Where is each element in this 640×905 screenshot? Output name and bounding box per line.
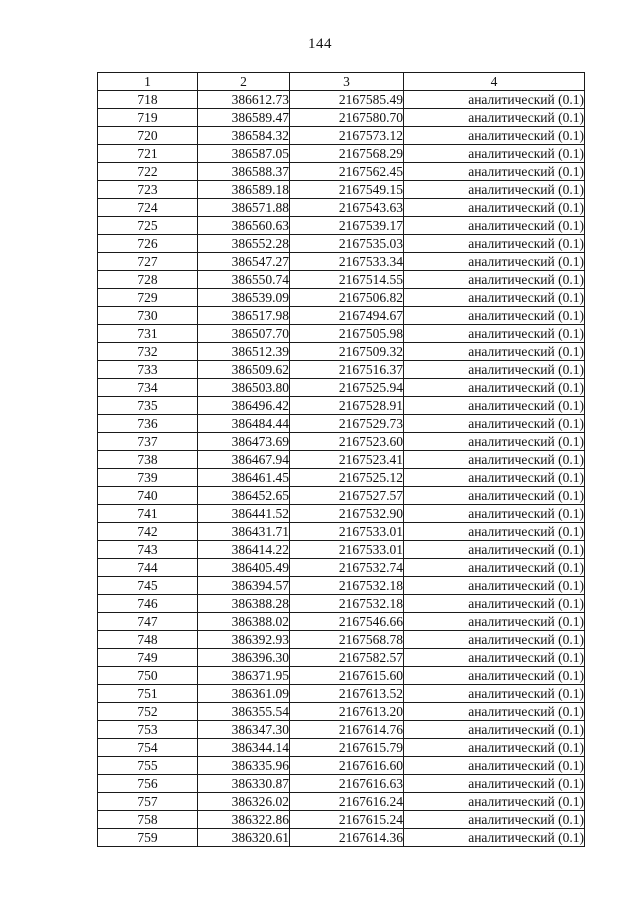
cell-coordinate-y: 2167585.49 — [290, 91, 404, 109]
cell-coordinate-x: 386347.30 — [198, 721, 290, 739]
table-row — [98, 397, 585, 415]
cell-method: аналитический (0.1) — [404, 739, 585, 757]
table-row — [98, 667, 585, 685]
cell-method: аналитический (0.1) — [404, 811, 585, 829]
table-row — [98, 343, 585, 361]
cell-coordinate-y: 2167568.29 — [290, 145, 404, 163]
cell-coordinate-y: 2167616.24 — [290, 793, 404, 811]
table-row — [98, 631, 585, 649]
cell-point-number: 754 — [98, 739, 198, 757]
cell-method: аналитический (0.1) — [404, 325, 585, 343]
cell-method: аналитический (0.1) — [404, 109, 585, 127]
table-row — [98, 379, 585, 397]
cell-coordinate-x: 386467.94 — [198, 451, 290, 469]
cell-coordinate-x: 386588.37 — [198, 163, 290, 181]
header-point-number: 1 — [98, 73, 198, 91]
cell-coordinate-x: 386587.05 — [198, 145, 290, 163]
table-row — [98, 685, 585, 703]
cell-method: аналитический (0.1) — [404, 307, 585, 325]
cell-point-number: 743 — [98, 541, 198, 559]
cell-point-number: 732 — [98, 343, 198, 361]
cell-coordinate-x: 386405.49 — [198, 559, 290, 577]
cell-point-number: 724 — [98, 199, 198, 217]
cell-coordinate-y: 2167505.98 — [290, 325, 404, 343]
cell-coordinate-y: 2167533.34 — [290, 253, 404, 271]
cell-method: аналитический (0.1) — [404, 271, 585, 289]
cell-point-number: 748 — [98, 631, 198, 649]
cell-point-number: 731 — [98, 325, 198, 343]
table-row — [98, 721, 585, 739]
cell-method: аналитический (0.1) — [404, 343, 585, 361]
cell-coordinate-y: 2167527.57 — [290, 487, 404, 505]
table-row — [98, 181, 585, 199]
cell-coordinate-x: 386392.93 — [198, 631, 290, 649]
table-row — [98, 505, 585, 523]
cell-point-number: 720 — [98, 127, 198, 145]
cell-coordinate-y: 2167562.45 — [290, 163, 404, 181]
table-row — [98, 361, 585, 379]
cell-point-number: 721 — [98, 145, 198, 163]
cell-point-number: 755 — [98, 757, 198, 775]
cell-method: аналитический (0.1) — [404, 649, 585, 667]
coordinates-table — [97, 72, 585, 847]
cell-method: аналитический (0.1) — [404, 469, 585, 487]
cell-method: аналитический (0.1) — [404, 793, 585, 811]
cell-point-number: 745 — [98, 577, 198, 595]
cell-coordinate-y: 2167514.55 — [290, 271, 404, 289]
cell-coordinate-x: 386509.62 — [198, 361, 290, 379]
table-row — [98, 649, 585, 667]
cell-method: аналитический (0.1) — [404, 145, 585, 163]
table-row — [98, 415, 585, 433]
cell-coordinate-x: 386473.69 — [198, 433, 290, 451]
cell-method: аналитический (0.1) — [404, 451, 585, 469]
cell-coordinate-x: 386371.95 — [198, 667, 290, 685]
cell-coordinate-x: 386512.39 — [198, 343, 290, 361]
cell-method: аналитический (0.1) — [404, 505, 585, 523]
cell-point-number: 740 — [98, 487, 198, 505]
cell-point-number: 723 — [98, 181, 198, 199]
cell-method: аналитический (0.1) — [404, 595, 585, 613]
cell-coordinate-y: 2167614.36 — [290, 829, 404, 847]
cell-point-number: 735 — [98, 397, 198, 415]
cell-point-number: 726 — [98, 235, 198, 253]
cell-coordinate-y: 2167614.76 — [290, 721, 404, 739]
cell-coordinate-y: 2167523.60 — [290, 433, 404, 451]
cell-point-number: 744 — [98, 559, 198, 577]
cell-method: аналитический (0.1) — [404, 433, 585, 451]
cell-coordinate-y: 2167528.91 — [290, 397, 404, 415]
cell-coordinate-x: 386452.65 — [198, 487, 290, 505]
table-row — [98, 541, 585, 559]
cell-method: аналитический (0.1) — [404, 415, 585, 433]
cell-coordinate-y: 2167543.63 — [290, 199, 404, 217]
cell-coordinate-y: 2167525.12 — [290, 469, 404, 487]
table-header-row — [98, 73, 585, 91]
cell-coordinate-y: 2167532.18 — [290, 577, 404, 595]
cell-method: аналитический (0.1) — [404, 127, 585, 145]
cell-coordinate-x: 386355.54 — [198, 703, 290, 721]
cell-coordinate-x: 386496.42 — [198, 397, 290, 415]
cell-point-number: 734 — [98, 379, 198, 397]
cell-coordinate-x: 386589.47 — [198, 109, 290, 127]
cell-point-number: 728 — [98, 271, 198, 289]
table-row — [98, 433, 585, 451]
cell-point-number: 739 — [98, 469, 198, 487]
cell-point-number: 752 — [98, 703, 198, 721]
table-body — [98, 91, 585, 847]
table-row — [98, 253, 585, 271]
cell-coordinate-x: 386503.80 — [198, 379, 290, 397]
cell-coordinate-x: 386326.02 — [198, 793, 290, 811]
header-coordinate-y: 3 — [290, 73, 404, 91]
cell-method: аналитический (0.1) — [404, 181, 585, 199]
cell-coordinate-y: 2167533.01 — [290, 523, 404, 541]
cell-coordinate-y: 2167613.20 — [290, 703, 404, 721]
cell-coordinate-x: 386344.14 — [198, 739, 290, 757]
table-row — [98, 523, 585, 541]
cell-point-number: 736 — [98, 415, 198, 433]
table-row — [98, 757, 585, 775]
table-row — [98, 109, 585, 127]
cell-point-number: 730 — [98, 307, 198, 325]
cell-coordinate-y: 2167615.24 — [290, 811, 404, 829]
cell-coordinate-x: 386550.74 — [198, 271, 290, 289]
cell-method: аналитический (0.1) — [404, 253, 585, 271]
cell-coordinate-x: 386539.09 — [198, 289, 290, 307]
cell-coordinate-x: 386394.57 — [198, 577, 290, 595]
cell-point-number: 753 — [98, 721, 198, 739]
table-row — [98, 145, 585, 163]
table-row — [98, 577, 585, 595]
cell-point-number: 756 — [98, 775, 198, 793]
cell-point-number: 738 — [98, 451, 198, 469]
table-row — [98, 235, 585, 253]
cell-coordinate-x: 386431.71 — [198, 523, 290, 541]
cell-coordinate-x: 386552.28 — [198, 235, 290, 253]
cell-coordinate-y: 2167539.17 — [290, 217, 404, 235]
cell-point-number: 759 — [98, 829, 198, 847]
table-row — [98, 775, 585, 793]
cell-coordinate-x: 386584.32 — [198, 127, 290, 145]
cell-coordinate-x: 386484.44 — [198, 415, 290, 433]
cell-coordinate-x: 386396.30 — [198, 649, 290, 667]
cell-point-number: 747 — [98, 613, 198, 631]
cell-coordinate-y: 2167549.15 — [290, 181, 404, 199]
cell-method: аналитический (0.1) — [404, 379, 585, 397]
cell-method: аналитический (0.1) — [404, 667, 585, 685]
cell-method: аналитический (0.1) — [404, 829, 585, 847]
cell-method: аналитический (0.1) — [404, 541, 585, 559]
cell-point-number: 727 — [98, 253, 198, 271]
table-row — [98, 595, 585, 613]
cell-method: аналитический (0.1) — [404, 217, 585, 235]
cell-point-number: 741 — [98, 505, 198, 523]
cell-coordinate-x: 386330.87 — [198, 775, 290, 793]
table-row — [98, 307, 585, 325]
cell-point-number: 742 — [98, 523, 198, 541]
table-row — [98, 811, 585, 829]
cell-coordinate-x: 386507.70 — [198, 325, 290, 343]
cell-method: аналитический (0.1) — [404, 199, 585, 217]
cell-method: аналитический (0.1) — [404, 289, 585, 307]
cell-coordinate-x: 386571.88 — [198, 199, 290, 217]
cell-method: аналитический (0.1) — [404, 721, 585, 739]
cell-coordinate-y: 2167533.01 — [290, 541, 404, 559]
table-row — [98, 271, 585, 289]
cell-method: аналитический (0.1) — [404, 91, 585, 109]
cell-coordinate-x: 386335.96 — [198, 757, 290, 775]
cell-point-number: 758 — [98, 811, 198, 829]
table-row — [98, 613, 585, 631]
cell-coordinate-y: 2167616.60 — [290, 757, 404, 775]
cell-point-number: 725 — [98, 217, 198, 235]
cell-point-number: 733 — [98, 361, 198, 379]
cell-coordinate-y: 2167568.78 — [290, 631, 404, 649]
cell-point-number: 750 — [98, 667, 198, 685]
cell-method: аналитический (0.1) — [404, 757, 585, 775]
cell-method: аналитический (0.1) — [404, 577, 585, 595]
cell-coordinate-y: 2167573.12 — [290, 127, 404, 145]
cell-coordinate-y: 2167615.79 — [290, 739, 404, 757]
cell-point-number: 746 — [98, 595, 198, 613]
table-row — [98, 127, 585, 145]
cell-coordinate-x: 386388.28 — [198, 595, 290, 613]
cell-coordinate-y: 2167616.63 — [290, 775, 404, 793]
cell-coordinate-y: 2167613.52 — [290, 685, 404, 703]
cell-method: аналитический (0.1) — [404, 613, 585, 631]
cell-point-number: 757 — [98, 793, 198, 811]
cell-point-number: 718 — [98, 91, 198, 109]
cell-coordinate-y: 2167532.18 — [290, 595, 404, 613]
table-row — [98, 289, 585, 307]
cell-coordinate-x: 386589.18 — [198, 181, 290, 199]
cell-coordinate-y: 2167532.90 — [290, 505, 404, 523]
cell-coordinate-x: 386461.45 — [198, 469, 290, 487]
cell-method: аналитический (0.1) — [404, 487, 585, 505]
cell-coordinate-y: 2167532.74 — [290, 559, 404, 577]
cell-method: аналитический (0.1) — [404, 235, 585, 253]
table-row — [98, 91, 585, 109]
table-row — [98, 559, 585, 577]
cell-coordinate-y: 2167525.94 — [290, 379, 404, 397]
table-row — [98, 793, 585, 811]
page-number: 144 — [308, 36, 332, 52]
cell-coordinate-y: 2167494.67 — [290, 307, 404, 325]
cell-method: аналитический (0.1) — [404, 523, 585, 541]
cell-coordinate-y: 2167580.70 — [290, 109, 404, 127]
cell-coordinate-x: 386388.02 — [198, 613, 290, 631]
table-row — [98, 199, 585, 217]
table-row — [98, 469, 585, 487]
header-coordinate-x: 2 — [198, 73, 290, 91]
cell-method: аналитический (0.1) — [404, 631, 585, 649]
cell-coordinate-y: 2167582.57 — [290, 649, 404, 667]
cell-coordinate-x: 386361.09 — [198, 685, 290, 703]
cell-coordinate-x: 386322.86 — [198, 811, 290, 829]
cell-coordinate-x: 386547.27 — [198, 253, 290, 271]
header-method: 4 — [404, 73, 585, 91]
cell-point-number: 737 — [98, 433, 198, 451]
cell-coordinate-y: 2167506.82 — [290, 289, 404, 307]
table-row — [98, 217, 585, 235]
cell-coordinate-x: 386320.61 — [198, 829, 290, 847]
cell-method: аналитический (0.1) — [404, 163, 585, 181]
table-row — [98, 487, 585, 505]
table-row — [98, 703, 585, 721]
table-row — [98, 163, 585, 181]
cell-method: аналитический (0.1) — [404, 703, 585, 721]
cell-coordinate-y: 2167535.03 — [290, 235, 404, 253]
cell-coordinate-y: 2167523.41 — [290, 451, 404, 469]
cell-point-number: 719 — [98, 109, 198, 127]
cell-coordinate-x: 386517.98 — [198, 307, 290, 325]
table-row — [98, 739, 585, 757]
table-row — [98, 451, 585, 469]
cell-coordinate-x: 386414.22 — [198, 541, 290, 559]
cell-coordinate-y: 2167615.60 — [290, 667, 404, 685]
cell-coordinate-x: 386441.52 — [198, 505, 290, 523]
cell-point-number: 729 — [98, 289, 198, 307]
cell-coordinate-x: 386560.63 — [198, 217, 290, 235]
cell-coordinate-y: 2167509.32 — [290, 343, 404, 361]
cell-method: аналитический (0.1) — [404, 685, 585, 703]
cell-point-number: 751 — [98, 685, 198, 703]
cell-point-number: 722 — [98, 163, 198, 181]
cell-coordinate-x: 386612.73 — [198, 91, 290, 109]
cell-method: аналитический (0.1) — [404, 559, 585, 577]
table-row — [98, 325, 585, 343]
cell-method: аналитический (0.1) — [404, 397, 585, 415]
cell-coordinate-y: 2167546.66 — [290, 613, 404, 631]
cell-point-number: 749 — [98, 649, 198, 667]
cell-method: аналитический (0.1) — [404, 775, 585, 793]
cell-coordinate-y: 2167516.37 — [290, 361, 404, 379]
cell-method: аналитический (0.1) — [404, 361, 585, 379]
table-row — [98, 829, 585, 847]
cell-coordinate-y: 2167529.73 — [290, 415, 404, 433]
